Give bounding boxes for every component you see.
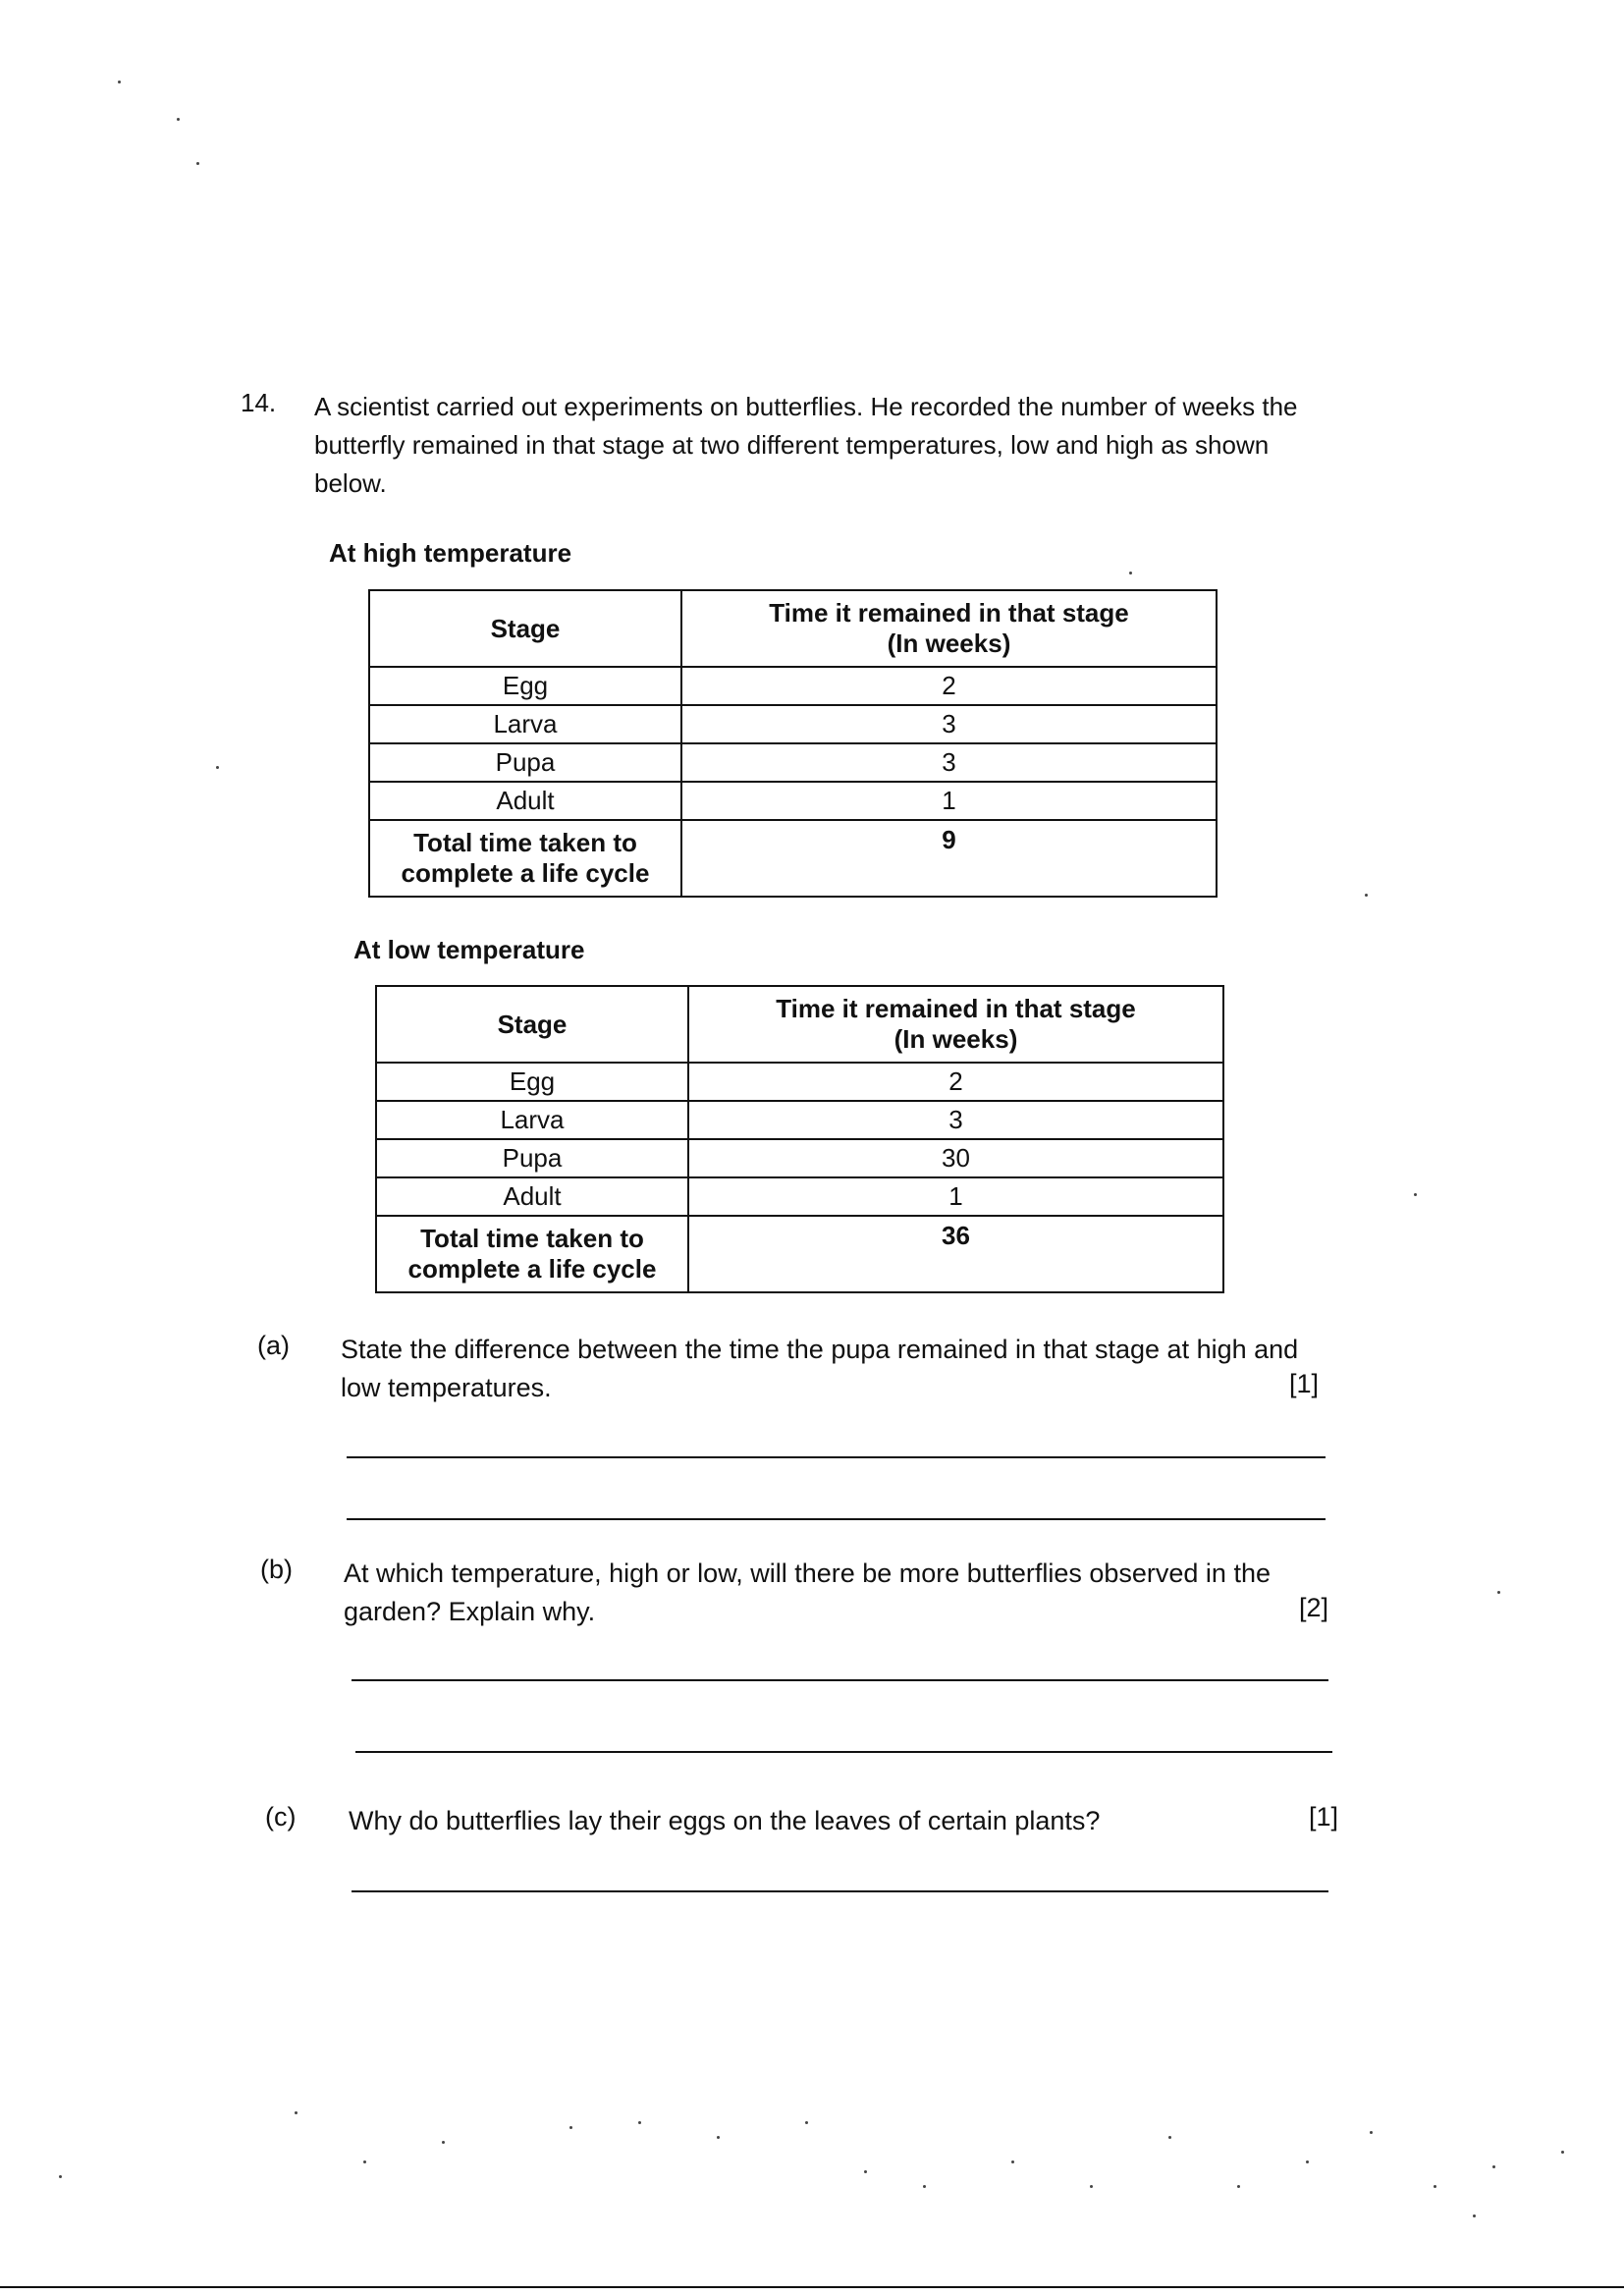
stage-cell: Pupa [376,1139,688,1177]
table-row [376,1177,1223,1216]
weeks-cell: 1 [681,782,1217,820]
time-header [688,986,1223,1063]
weeks-cell: 3 [688,1101,1223,1139]
answer-line[interactable] [347,1456,1326,1458]
stage-header: Stage [376,986,688,1063]
weeks-cell: 30 [688,1139,1223,1177]
answer-line[interactable] [347,1518,1326,1520]
total-value: 36 [688,1216,1223,1292]
bottom-rule [0,2286,1624,2288]
part-a-text: State the difference between the time the pupa remained in that stage at high and low temperatures. [341,1335,1299,1402]
time-header-unit: (In weeks) [893,1024,1018,1054]
stage-cell: Egg [376,1063,688,1101]
weeks-cell: 2 [681,667,1217,705]
high-temperature-table [368,589,1218,898]
stage-cell: Pupa [369,743,681,782]
stage-cell: Adult [369,782,681,820]
total-label: Total time taken to complete a life cycle [376,1216,688,1292]
part-c-marks: [1] [1309,1802,1339,1831]
time-header-label: Time it remained in that stage [776,994,1136,1023]
part-c-letter: (c) [265,1802,297,1831]
part-b-letter: (b) [260,1555,293,1584]
answer-line[interactable] [352,1679,1328,1681]
total-value: 9 [681,820,1217,897]
table-row [369,667,1217,705]
table-row [376,1139,1223,1177]
low-temperature-caption: At low temperature [353,935,585,964]
part-b-marks: [2] [1299,1593,1329,1622]
table-row [369,743,1217,782]
answer-line[interactable] [355,1751,1332,1753]
weeks-cell: 2 [688,1063,1223,1101]
time-header-label: Time it remained in that stage [769,598,1129,628]
table-row [376,1101,1223,1139]
time-header-unit: (In weeks) [887,629,1011,658]
high-temperature-caption: At high temperature [329,538,572,568]
table-row [369,782,1217,820]
answer-line[interactable] [352,1890,1328,1892]
weeks-cell: 1 [688,1177,1223,1216]
table-row [376,1063,1223,1101]
stage-cell: Egg [369,667,681,705]
part-a-marks: [1] [1289,1369,1320,1398]
total-label: Total time taken to complete a life cycle [369,820,681,897]
part-c-text: Why do butterflies lay their eggs on the leaves of certain plants? [349,1806,1101,1835]
low-temperature-table [375,985,1224,1293]
part-a-letter: (a) [257,1331,290,1360]
stage-cell: Larva [376,1101,688,1139]
total-row [376,1216,1223,1292]
weeks-cell: 3 [681,705,1217,743]
stage-cell: Larva [369,705,681,743]
stage-cell: Adult [376,1177,688,1216]
stage-header: Stage [369,590,681,667]
total-row [369,820,1217,897]
table-row [369,705,1217,743]
question-number: 14. [241,388,277,417]
question-text: A scientist carried out experiments on butterflies. He recorded the number of weeks the butterfly remained in that stage at two different temperatures, low and high as shown below. [314,392,1298,498]
part-b-text: At which temperature, high or low, will there be more butterflies observed in the garden? Explain why. [344,1558,1271,1626]
weeks-cell: 3 [681,743,1217,782]
time-header [681,590,1217,667]
